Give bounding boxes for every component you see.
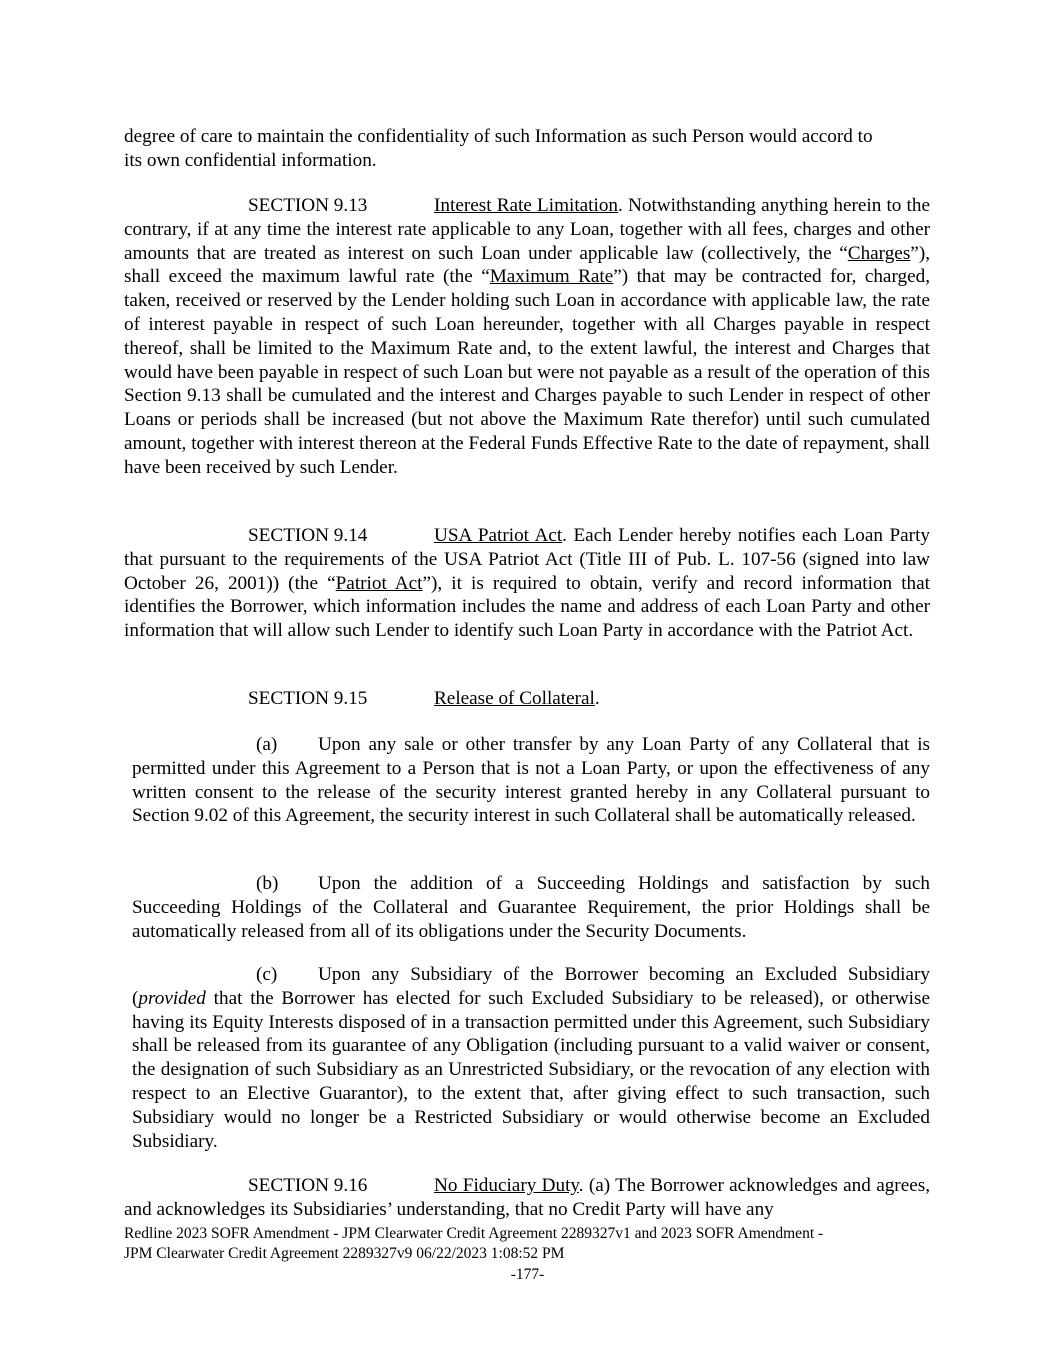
- section-9-13: [124, 194, 930, 480]
- clause-c: [132, 963, 930, 1153]
- defined-term-maximum-rate: Maximum Rate: [489, 266, 614, 288]
- section-text: . (a) The Borrower acknowledges and agrees, and acknowledges its Subsidiaries’ understanding, that no Credit Party will have any: [124, 1175, 930, 1220]
- section-text: ”) that may be contracted for, charged, taken, received or reserved by the Lender holding such Loan in accordance with applicable law, the rate of interest payable in respect of such Loan hereunder, together with all Charges payable in respect thereof, shall be limited to the Maximum Rate and, to the extent lawful, the interest and Charges that would have been payable in respect of such Loan but were not payable as a result of the operation of this Section 9.13 shall be cumulated and the interest and Charges payable to such Lender in respect of other Loans or periods shall be increased (but not above the Maximum Rate therefor) until such cumulated amount, together with interest thereon at the Federal Funds Effective Rate to the date of repayment, shall have been received by such Lender.: [124, 266, 930, 478]
- intro-paragraph: [124, 125, 930, 173]
- clause-italic-term: provided: [138, 987, 206, 1009]
- section-text: ”), it is required to obtain, verify and record information that identifies the Borrower, which information includes the name and address of each Loan Party and other information that will allow such Lender to identify such Loan Party in accordance with the Patriot Act.: [124, 572, 930, 642]
- clause-text: Upon any Subsidiary of the Borrower becoming an Excluded Subsidiary (: [132, 964, 930, 1009]
- section-text: ”), shall exceed the maximum lawful rate (the “: [124, 242, 930, 288]
- section-heading: Release of Collateral: [434, 688, 595, 709]
- defined-term-charges: Charges: [847, 242, 911, 264]
- clause-label: (b): [256, 873, 279, 894]
- defined-term-patriot-act: Patriot Act: [335, 572, 423, 594]
- section-number: SECTION 9.16: [248, 1175, 368, 1196]
- section-heading-end: .: [594, 688, 600, 709]
- section-number: SECTION 9.14: [248, 525, 368, 546]
- clause-b: [132, 872, 930, 943]
- section-heading: USA Patriot Act: [434, 525, 563, 546]
- footer-line-2: JPM Clearwater Credit Agreement 2289327v9 06/22/2023 1:08:52 PM: [124, 1244, 565, 1262]
- clause-label: (a): [256, 734, 278, 755]
- footer-line-1: Redline 2023 SOFR Amendment - JPM Clearwater Credit Agreement 2289327v1 and 2023 SOFR Amendment -: [124, 1225, 824, 1242]
- clause-text: Upon any sale or other transfer by any Loan Party of any Collateral that is permitted under this Agreement to a Person that is not a Loan Party, or upon the effectiveness of any written consent to the release of the security interest granted hereby in any Collateral pursuant to Section 9.02 of this Agreement, the security interest in such Collateral shall be automatically released.: [132, 734, 930, 827]
- intro-line-1: degree of care to maintain the confidentiality of such Information as such Person would accord to: [124, 126, 873, 147]
- clause-a: [132, 733, 930, 828]
- section-heading: Interest Rate Limitation: [434, 195, 619, 216]
- clause-text: that the Borrower has elected for such Excluded Subsidiary to be released), or otherwise having its Equity Interests disposed of in a transaction permitted under this Agreement, such Subsidiary shall be released from its guarantee of any Obligation (including pursuant to a valid waiver or consent, the designation of such Subsidiary as an Unrestricted Subsidiary, or the revocation of any election with respect to an Elective Guarantor), to the extent that, after giving effect to such transaction, such Subsidiary would no longer be a Restricted Subsidiary or would otherwise become an Excluded Subsidiary.: [132, 987, 930, 1152]
- footer-redline-note: [124, 1224, 930, 1263]
- clause-text: Upon the addition of a Succeeding Holdings and satisfaction by such Succeeding Holdings of the Collateral and Guarantee Requirement, the prior Holdings shall be automatically released from all of its obligations under the Security Documents.: [132, 873, 930, 942]
- page-number: -177-: [510, 1266, 545, 1283]
- section-9-14: [124, 524, 930, 643]
- clause-label: (c): [256, 964, 278, 985]
- section-9-16: [124, 1174, 930, 1222]
- section-text: . Each Lender hereby notifies each Loan Party that pursuant to the requirements of the USA Patriot Act (Title III of Pub. L. 107-56 (signed into law October 26, 2001)) (the “: [124, 525, 930, 594]
- section-9-15: [124, 687, 930, 711]
- section-number: SECTION 9.15: [248, 688, 368, 709]
- section-heading: No Fiduciary Duty: [434, 1175, 579, 1196]
- section-text: . Notwithstanding anything herein to the contrary, if at any time the interest rate applicable to any Loan, together with all fees, charges and other amounts that are treated as interest on such Loan under applicable law (collectively, the “: [124, 195, 930, 264]
- intro-line-2: its own confidential information.: [124, 149, 377, 171]
- section-number: SECTION 9.13: [248, 195, 368, 216]
